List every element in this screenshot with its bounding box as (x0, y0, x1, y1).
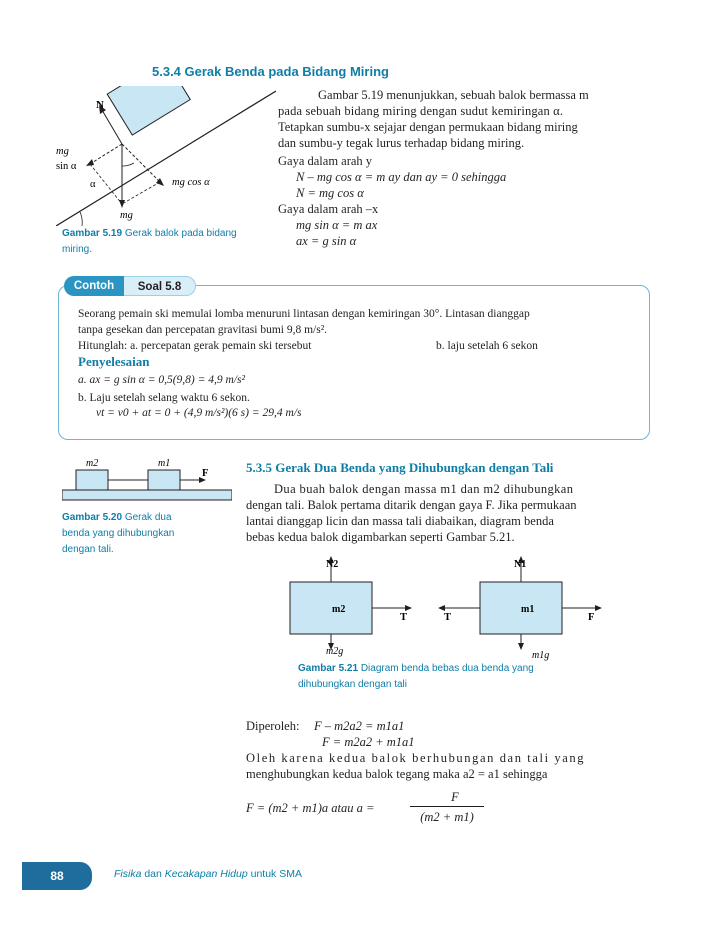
label-alpha: α (90, 179, 96, 190)
mg-sin-component (90, 144, 122, 164)
footer-book-title: Fisika dan Kecakapan Hidup untuk SMA (114, 868, 302, 880)
figure-5-21-free-body (280, 552, 620, 662)
block-m2 (76, 470, 108, 490)
example-tab-title: Soal 5.8 (124, 276, 196, 296)
section-heading-5-3-5: 5.3.5 Gerak Dua Benda yang Dihubungkan dengan Tali (246, 460, 554, 475)
figure-5-19-inclined-plane (56, 86, 276, 226)
normal-force-arrow (102, 110, 122, 144)
label-N2: N2 (326, 559, 339, 570)
problem-line-3b: b. laju setelah 6 sekon (436, 340, 538, 352)
solution-heading: Penyelesaian (78, 354, 150, 369)
diperoleh-label: Diperoleh: (246, 719, 300, 733)
derivation-text-2: menghubungkan kedua balok tegang maka a2 = a1 sehingga (246, 767, 548, 781)
label-m2g: m2g (326, 646, 344, 657)
gaya-y-label: Gaya dalam arah y (278, 154, 373, 168)
problem-line-2: tanpa gesekan dan percepatan gravitasi bumi 9,8 m/s². (78, 324, 328, 336)
label-m1g: m1g (532, 650, 550, 661)
label-F: F (202, 468, 209, 479)
gaya-x-label: Gaya dalam arah –x (278, 202, 379, 216)
label-mg-cos: mg cos α (172, 177, 210, 188)
label-T-left-block: T (400, 612, 408, 623)
label-fbd-F: F (588, 612, 595, 623)
label-fbd-m2: m2 (332, 604, 346, 615)
final-numerator: F (451, 790, 459, 804)
solution-b1: b. Laju setelah selang waktu 6 sekon. (78, 392, 250, 404)
equation-y1: N – mg cos α = m ay dan ay = 0 sehingga (296, 170, 507, 184)
fraction-bar (410, 806, 484, 807)
section1-paragraph: Gambar 5.19 menunjukkan, sebuah balok bermassa m pada sebuah bidang miring dengan sudut kemiringan α. Tetapkan sumbu-x sejajar dengan permukaan bidang miring dan sumbu-y tegak lurus terhadap bidang miring. (278, 88, 589, 150)
label-m2: m2 (86, 458, 99, 469)
equation-x1: mg sin α = m ax (296, 218, 378, 232)
problem-line-3a: Hitunglah: a. percepatan gerak pemain ski tersebut (78, 340, 312, 352)
section-heading-5-3-4: 5.3.4 Gerak Benda pada Bidang Miring (152, 64, 389, 79)
equation-y2: N = mg cos α (296, 186, 364, 200)
label-N: N (96, 99, 104, 111)
mg-cos-component (122, 144, 160, 182)
fbd-block-m2 (290, 582, 372, 634)
equation-x2: ax = g sin α (296, 234, 357, 248)
label-mg-left: mg (56, 146, 69, 157)
figure-5-19-caption: Gambar 5.19 Gerak balok pada bidang miring. (62, 228, 237, 255)
derivation-text-1: Oleh karena kedua balok berhubungan dan tali yang (246, 751, 586, 765)
derivation-eq1: F – m2a2 = m1a1 (314, 719, 405, 733)
figure-5-20-caption: Gambar 5.20 Gerak dua benda yang dihubungkan dengan tali. (62, 512, 175, 555)
label-fbd-m1: m1 (521, 604, 535, 615)
problem-line-1: Seorang pemain ski memulai lomba menuruni lintasan dengan kemiringan 30°. Lintasan dianggap (78, 308, 530, 320)
block-m1 (148, 470, 180, 490)
section2-paragraph: Dua buah balok dengan massa m1 dan m2 dihubungkan dengan tali. Balok pertama ditarik dengan gaya F. Jika permukaan lantai dianggap licin dan massa tali diabaikan, diagram benda bebas kedua balok digambarkan seperti Gambar 5.21. (246, 482, 577, 544)
derivation-eq2: F = m2a2 + m1a1 (322, 735, 415, 749)
block-on-incline (107, 86, 190, 135)
label-N1: N1 (514, 559, 527, 570)
floor (62, 490, 232, 500)
figure-5-20-two-blocks (62, 456, 232, 506)
label-sin-alpha: sin α (56, 161, 77, 172)
label-T-right-block: T (444, 612, 452, 623)
example-tab-label: Contoh (64, 276, 124, 296)
figure-5-21-caption: Gambar 5.21 Diagram benda bebas dua benda yang dihubungkan dengan tali (298, 663, 534, 690)
solution-a: a. ax = g sin α = 0,5(9,8) = 4,9 m/s² (78, 374, 245, 386)
final-denominator: (m2 + m1) (420, 810, 474, 824)
final-equation-left: F = (m2 + m1)a atau a = (246, 801, 375, 815)
label-mg-bottom: mg (120, 210, 133, 221)
solution-b2: vt = v0 + at = 0 + (4,9 m/s²)(6 s) = 29,4 m/s (96, 407, 302, 419)
page-number: 88 (22, 862, 92, 890)
label-m1: m1 (158, 458, 171, 469)
